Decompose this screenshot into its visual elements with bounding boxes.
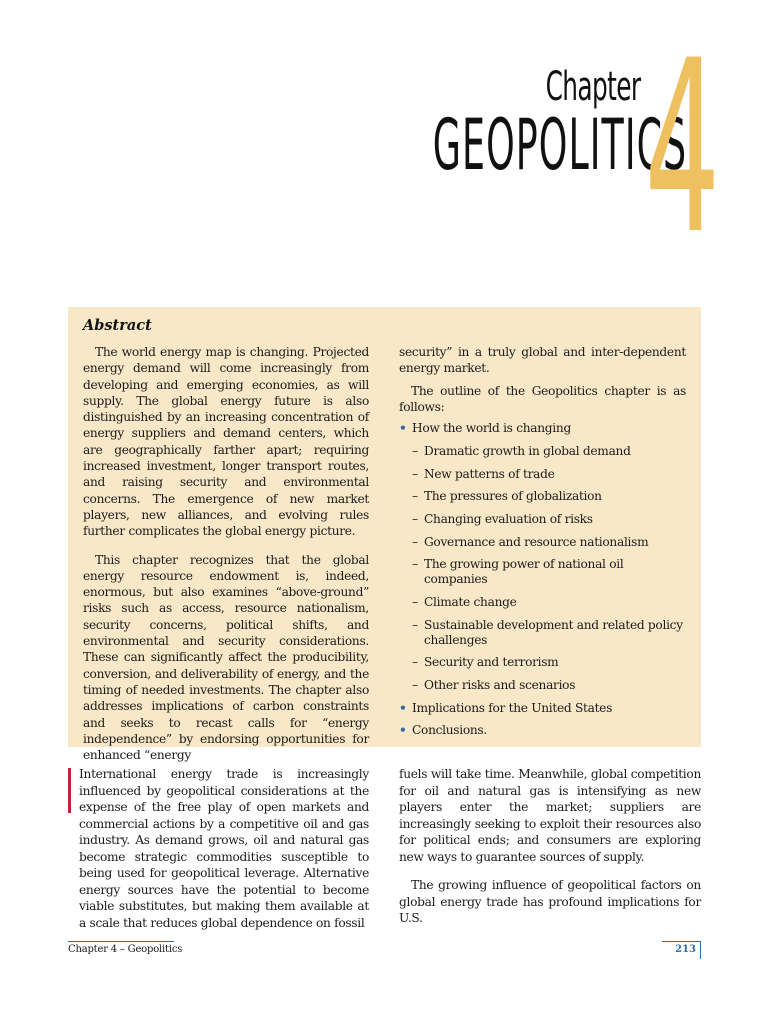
page-number: 213 xyxy=(675,944,696,955)
body-paragraph: fuels will take time. Meanwhile, global competition for oil and natural gas is intensifying as new players enter the market; suppliers are increasingly seeking to exploit their resources also for political ends; and consumers are exploring new ways to guarantee sources of supply. xyxy=(399,767,701,864)
outline-subitem: – The pressures of globalization xyxy=(399,489,686,504)
outline-subitem: – Climate change xyxy=(399,595,686,610)
outline-subitem: – The growing power of national oil companies xyxy=(399,557,686,587)
body-paragraph xyxy=(68,766,369,931)
outline-list xyxy=(399,421,686,738)
outline-subitem: – Dramatic growth in global demand xyxy=(399,444,686,459)
outline-subitem: – Governance and resource nationalism xyxy=(399,535,686,550)
abstract-paragraph: The world energy map is changing. Projected energy demand will come increasingly from developing and emerging economies, as will supply. The global energy future is also distinguished by an increasing concentration of energy suppliers and demand centers, which are geographically farther apart; requiring increased investment, longer transport routes, and raising security and environmental concerns. The emergence of new market players, new alliances, and evolving rules further complicates the global energy picture. xyxy=(83,345,369,539)
footer-rule xyxy=(68,941,174,942)
outline-subitem: – Other risks and scenarios xyxy=(399,678,686,693)
outline-item: • Implications for the United States xyxy=(399,701,686,716)
outline-subitem: – Security and terrorism xyxy=(399,655,686,670)
outline-subitem: – Changing evaluation of risks xyxy=(399,512,686,527)
chapter-word: Chapter xyxy=(545,64,641,110)
abstract-heading: Abstract xyxy=(83,317,152,334)
body-paragraph-text: International energy trade is increasingly influenced by geopolitical considerations at the expense of the free play of open markets and commercial actions by a competitive oil and gas industry. As demand grows, oil and natural gas become strategic commodities susceptible to being used for geopolitical leverage. Alternative energy sources have the potential to become viable substitutes, but making them available at a scale that reduces global dependence on fossil xyxy=(79,767,369,930)
footer-chapter-label: Chapter 4 – Geopolitics xyxy=(68,944,183,955)
abstract-right-column xyxy=(399,344,686,746)
chapter-title: GEOPOLITICS xyxy=(432,104,688,186)
outline-subitem: – New patterns of trade xyxy=(399,467,686,482)
body-paragraph: The growing influence of geopolitical factors on global energy trade has profound implications for U.S. xyxy=(399,878,701,925)
outline-item: • Conclusions. xyxy=(399,723,686,738)
body-left-column xyxy=(68,766,369,931)
abstract-continuation: security” in a truly global and inter-dependent energy market. xyxy=(399,345,686,376)
abstract-paragraph: This chapter recognizes that the global energy resource endowment is, indeed, enormous, but also examines “above-ground” risks such as access, resource nationalism, security concerns, political shifts, and environmental and security considerations. These can significantly affect the producibility, conversion, and deliverability of energy, and the timing of needed investments. The chapter also addresses implications of carbon constraints and seeks to recast calls for “energy independence” by endorsing opportunities for enhanced “energy xyxy=(83,552,369,763)
abstract-left-column xyxy=(83,344,369,763)
page-number-rule xyxy=(662,941,700,942)
outline-subitem: – Sustainable development and related policy challenges xyxy=(399,618,686,648)
drop-cap-bar xyxy=(68,768,71,813)
page-number-vertical-rule xyxy=(700,941,701,959)
abstract-box xyxy=(68,307,701,763)
chapter-number: 4 xyxy=(644,10,721,287)
outline-intro: The outline of the Geopolitics chapter is as follows: xyxy=(399,383,686,414)
outline-item: • How the world is changing xyxy=(399,421,686,436)
body-right-column xyxy=(399,766,701,927)
